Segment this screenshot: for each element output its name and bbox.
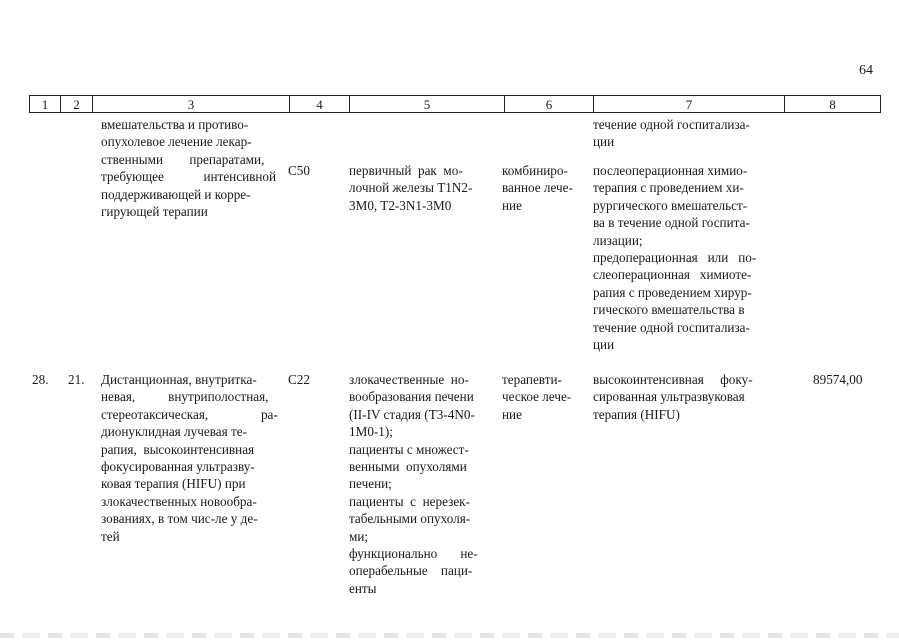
header-col-5: 5 [350, 96, 505, 113]
row-28-cost: 89574,00 [813, 372, 863, 387]
row-28-method-text: высокоинтенсивная фоку- сированная ультразвуковая терапия (HIFU) [593, 372, 753, 422]
row-28-group: 21. [68, 372, 85, 387]
header-col-1: 1 [30, 96, 61, 113]
row-28-code: C22 [288, 372, 310, 387]
row-28-treatment-type: терапевти- ческое лече- ние [502, 372, 572, 422]
column-number-header [29, 95, 881, 113]
c50-treatment-type: комбиниро- ванное лече- ние [502, 163, 573, 213]
cont-method-text: течение одной госпитализа- ции [593, 117, 750, 150]
header-col-7: 7 [594, 96, 785, 113]
header-col-3: 3 [93, 96, 290, 113]
cont-treatment-text: вмешательства и противо- опухолевое лечение лекар- ственными препаратами, требующее интенсивной поддерживающей и корре- гирующей терапии [101, 117, 277, 220]
header-col-6: 6 [505, 96, 594, 113]
page-number: 64 [859, 63, 873, 78]
c50-code: C50 [288, 163, 310, 178]
c50-method-text: послеоперационная химио- терапия с проведением хи- рургического вмешательст- ва в течение одной госпита- лизации; предоперационная или по- слеоперационная химиоте- рапия с проведением хирур- гического вмешательства в течение одной госпитализа- ции [593, 163, 757, 353]
row-28-number: 28. [32, 372, 49, 387]
row-28-model-patient: злокачественные но- вообразования печени (II-IV стадия (T3-4N0- 1M0-1); пациенты с множест- венными опухолями печени; пациенты с нерезек- табельными опухоля- ми; функционально не- операбельные паци- енты [349, 372, 478, 596]
header-row [30, 96, 881, 113]
header-col-8: 8 [785, 96, 881, 113]
header-col-2: 2 [61, 96, 93, 113]
c50-model-patient: первичный рак мо- лочной железы T1N2- 3M0, T2-3N1-3M0 [349, 163, 473, 213]
row-28-treatment-profile: Дистанционная, внутритка- невая, внутриполостная, стереотаксическая, ра- дионуклидная лучевая те- рапия, высокоинтенсивная фокусированная ультразву- ковая терапия (HIFU) при злокачественных новообра- зованиях, в том чис-ле у де- тей [101, 372, 278, 544]
scan-edge-noise [0, 633, 899, 638]
header-col-4: 4 [290, 96, 350, 113]
